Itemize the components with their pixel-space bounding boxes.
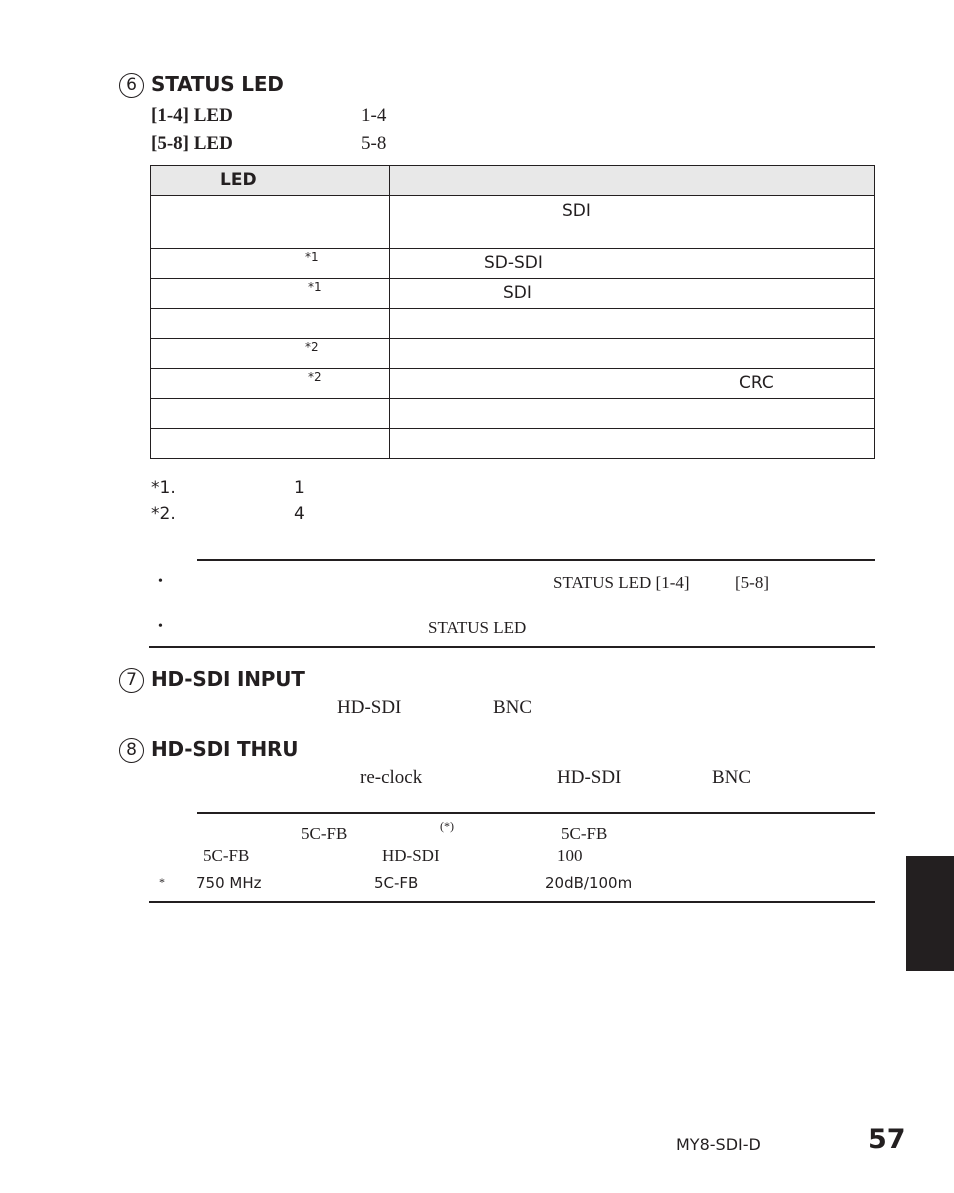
cable-note-l2-b: HD-SDI — [382, 846, 440, 865]
status-led-5-8-value: 5-8 — [361, 133, 387, 154]
cable-note-l3-a: 750 MHz — [196, 874, 262, 892]
note-bullet-2: • — [158, 619, 163, 634]
table-header-description — [390, 166, 875, 196]
hd-sdi-thru-text-3: BNC — [712, 767, 752, 788]
cable-note-l2-a: 5C-FB — [203, 846, 250, 865]
section-number-6: 6 — [119, 73, 144, 98]
page-number: 57 — [868, 1124, 906, 1155]
cable-note-top-rule — [197, 812, 875, 814]
chapter-side-tab — [906, 856, 954, 971]
hd-sdi-input-text-1: HD-SDI — [337, 697, 402, 718]
note-item-1-text-b: [5-8] — [735, 573, 769, 592]
note-item-1-text: STATUS LED [1-4] — [553, 573, 690, 592]
section-number-7: 7 — [119, 668, 144, 693]
table-row: *1 SDI — [151, 279, 875, 309]
section-number-8: 8 — [119, 738, 144, 763]
section-title-status-led: STATUS LED — [151, 72, 284, 96]
cable-note-l1-b: 5C-FB — [561, 824, 608, 843]
cable-note-l1-sup: (*) — [440, 819, 454, 833]
cable-note-l3-c: 20dB/100m — [545, 874, 633, 892]
hd-sdi-thru-text-2: HD-SDI — [557, 767, 622, 788]
note-bullet-1: • — [158, 574, 163, 589]
footnote-2-mark: *2. — [151, 504, 176, 524]
status-led-5-8-label: [5-8] LED — [151, 133, 233, 154]
section-title-hd-sdi-thru: HD-SDI THRU — [151, 737, 299, 761]
note-item-2-text: STATUS LED — [428, 618, 527, 637]
footnote-1-text: 1 — [294, 478, 305, 498]
table-row — [151, 429, 875, 459]
footnote-2-text: 4 — [294, 504, 305, 524]
table-row: *2 — [151, 339, 875, 369]
footer-model-name: MY8-SDI-D — [676, 1135, 761, 1154]
status-led-1-4-label: [1-4] LED — [151, 105, 233, 126]
table-row: *2 CRC — [151, 369, 875, 399]
hd-sdi-thru-text-1: re-clock — [360, 767, 423, 788]
footnote-1-mark: *1. — [151, 478, 176, 498]
cable-note-l3-b: 5C-FB — [374, 874, 419, 892]
hd-sdi-input-text-2: BNC — [493, 697, 533, 718]
table-header-led: LED — [151, 166, 390, 196]
note-top-rule — [197, 559, 875, 561]
section-title-hd-sdi-input: HD-SDI INPUT — [151, 667, 305, 691]
table-row — [151, 399, 875, 429]
cable-note-l1-a: 5C-FB — [301, 824, 348, 843]
table-header-row — [151, 166, 875, 196]
cable-note-bottom-rule — [149, 901, 875, 903]
status-led-1-4-value: 1-4 — [361, 105, 387, 126]
table-row: *1 SD-SDI — [151, 249, 875, 279]
cable-note-l3-mark: * — [159, 875, 165, 889]
note-bottom-rule — [149, 646, 875, 648]
table-row — [151, 309, 875, 339]
cable-note-l2-c: 100 — [557, 846, 583, 865]
led-status-table — [150, 165, 875, 459]
table-row: SDI — [151, 196, 875, 249]
